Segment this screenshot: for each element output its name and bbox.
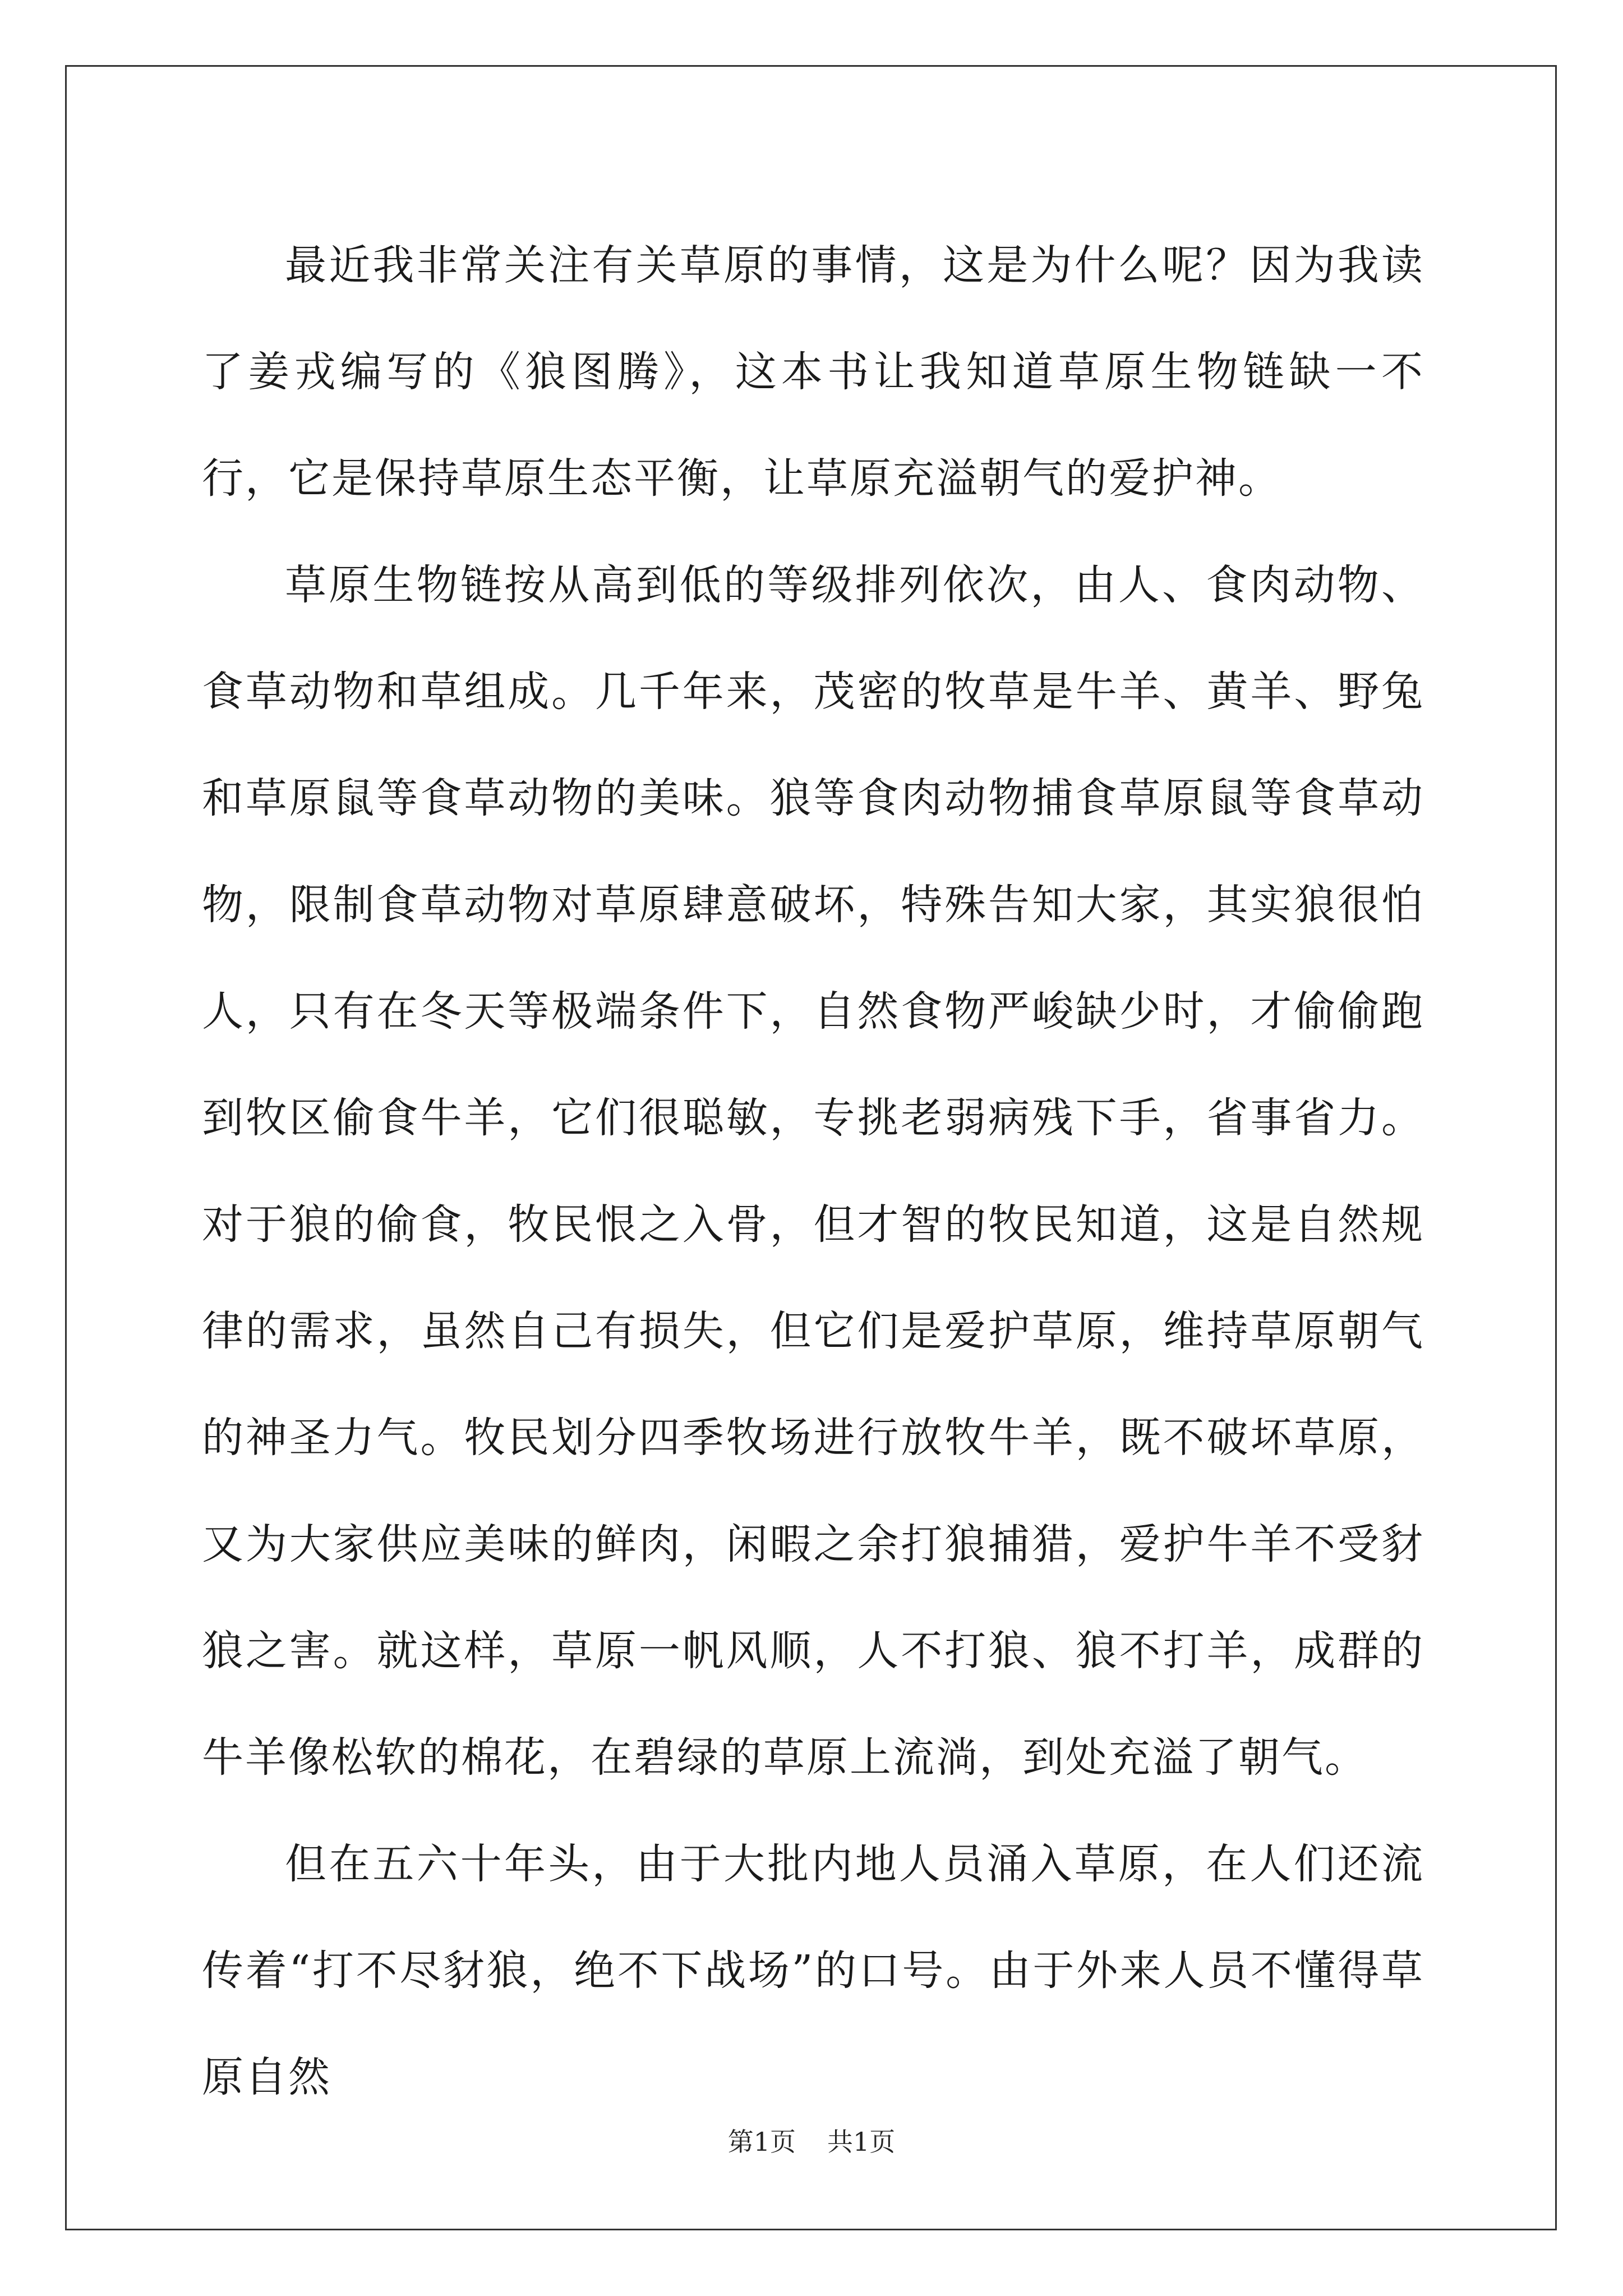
- page-number: 第1页: [727, 2127, 796, 2157]
- paragraph: 但在五六十年头，由于大批内地人员涌入草原，在人们还流传着“打不尽豺狼，绝不下战场”的口号。由于外来人员不懂得草原自然: [202, 1840, 1424, 2101]
- page-footer: [0, 2125, 1623, 2159]
- page-total: 共1页: [827, 2127, 896, 2157]
- paragraph: 草原生物链按从高到低的等级排列依次，由人、食肉动物、食草动物和草组成。几千年来，茂密的牧草是牛羊、黄羊、野兔和草原鼠等食草动物的美味。狼等食肉动物捕食草原鼠等食草动物，限制食草动物对草原肆意破坏，特殊告知大家，其实狼很怕人，只有在冬天等极端条件下，自然食物严峻缺少时，才偷偷跑到牧区偷食牛羊，它们很聪敏，专挑老弱病残下手，省事省力。对于狼的偷食，牧民恨之入骨，但才智的牧民知道，这是自然规律的需求，虽然自己有损失，但它们是爱护草原，维持草原朝气的神圣力气。牧民划分四季牧场进行放牧牛羊，既不破坏草原，又为大家供应美味的鲜肉，闲暇之余打狼捕猎，爱护牛羊不受豺狼之害。就这样，草原一帆风顺，人不打狼、狼不打羊，成群的牛羊像松软的棉花，在碧绿的草原上流淌，到处充溢了朝气。: [202, 561, 1424, 1782]
- paragraph: 最近我非常关注有关草原的事情，这是为什么呢？因为我读了姜戎编写的《狼图腾》，这本书让我知道草原生物链缺一不行，它是保持草原生态平衡，让草原充溢朝气的爱护神。: [202, 241, 1424, 503]
- document-body: [202, 212, 1424, 2131]
